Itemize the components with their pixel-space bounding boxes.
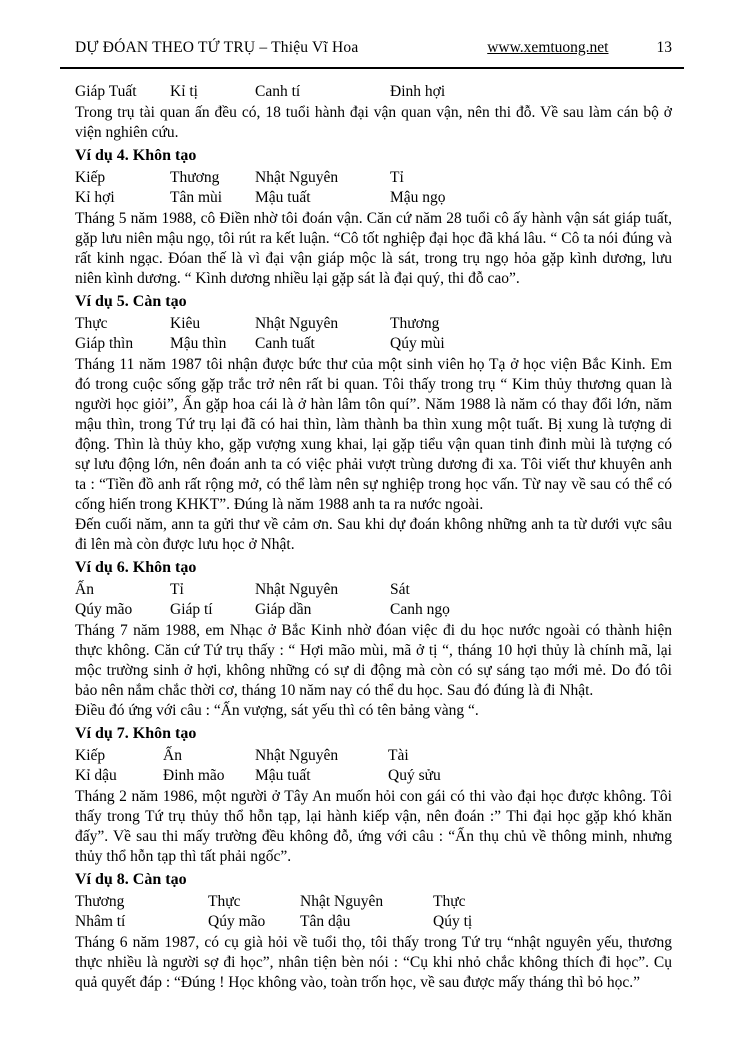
- pillar-cell: Tài: [388, 746, 409, 764]
- pillar-cell: Canh ngọ: [390, 601, 450, 618]
- pillar-cell: Nhật Nguyên: [255, 580, 339, 598]
- pillar-row: [75, 766, 672, 787]
- pillar-cell: Đinh hợi: [390, 83, 446, 100]
- pillar-cell: Nhâm tí: [75, 913, 126, 930]
- pillar-cell: Quý sửu: [388, 767, 441, 784]
- pillar-row: [75, 600, 672, 621]
- page-number: 13: [656, 39, 672, 56]
- pillar-cell: Qúy mùi: [390, 335, 445, 352]
- pillar-row: [75, 580, 672, 601]
- pillar-cell: Thực: [208, 892, 241, 910]
- paragraph: Tháng 7 năm 1988, em Nhạc ở Bắc Kinh nhờ đóan việc đi du học nước ngoài có thành hiện thực không. Căn cứ Tứ trụ thấy : “ Hợi mão mùi, mã ở tị “, tháng 10 hợi thủy là chính mã, lại mộc trường sinh ở hợi, không những có sự di động mà còn có sự sáng tạo mới mẻ. Do đó tôi bảo nên nắm chắc thời cơ, tháng 10 năm nay có thể du học. Sau đó đúng là đi Nhật.: [75, 621, 672, 699]
- pillar-cell: Tân mùi: [170, 189, 223, 206]
- book-title: DỰ ĐÓAN THEO TỨ TRỤ – Thiệu Vĩ Hoa: [75, 39, 359, 56]
- pillar-cell: Giáp Tuất: [75, 83, 137, 100]
- pillar-row: [75, 892, 672, 913]
- pillar-row: [75, 746, 672, 767]
- pillar-cell: Kỉ hợi: [75, 189, 115, 206]
- page-header: [75, 38, 672, 58]
- pillar-cell: Tân dậu: [300, 913, 351, 930]
- pillar-cell: Canh tí: [255, 83, 301, 100]
- pillar-row: [75, 314, 672, 335]
- pillar-cell: Kiếp: [75, 168, 106, 186]
- pillar-row: [75, 168, 672, 189]
- example-heading-5: Ví dụ 5. Càn tạo: [75, 292, 187, 310]
- pillar-cell: Kiếp: [75, 746, 106, 764]
- pillar-cell: Thực: [75, 314, 108, 332]
- pillar-cell: Mậu tuất: [255, 767, 311, 784]
- pillar-cell: Qúy tị: [433, 913, 473, 930]
- pillar-cell: Thương: [170, 168, 220, 186]
- header-rule: [60, 67, 684, 69]
- paragraph: Đến cuối năm, ann ta gửi thư về cảm ơn. Sau khi dự đoán không những anh ta từ dưới vực sâu đi lên mà còn được lưu học ở Nhật.: [75, 515, 672, 553]
- pillar-cell: Sát: [390, 580, 410, 598]
- pillar-cell: Nhật Nguyên: [255, 168, 339, 186]
- pillar-row: [75, 188, 672, 209]
- pillar-cell: Nhật Nguyên: [255, 314, 339, 332]
- pillar-cell: Đinh mão: [163, 767, 225, 784]
- pillar-cell: Kỉ dậu: [75, 767, 117, 784]
- pillar-cell: Tỉ: [390, 168, 404, 186]
- pillar-row: [75, 82, 672, 103]
- website-link[interactable]: www.xemtuong.net: [487, 39, 609, 56]
- pillar-cell: Mậu tuất: [255, 189, 311, 206]
- pillar-cell: Canh tuất: [255, 335, 315, 352]
- pillar-cell: Mậu thìn: [170, 335, 227, 352]
- page-body: [75, 82, 672, 993]
- example-heading-6: Ví dụ 6. Khôn tạo: [75, 558, 197, 576]
- pillar-cell: Thương: [390, 314, 440, 332]
- example-heading-8: Ví dụ 8. Càn tạo: [75, 870, 187, 888]
- example-heading-7: Ví dụ 7. Khôn tạo: [75, 724, 197, 742]
- pillar-cell: Qúy mão: [75, 601, 133, 618]
- pillar-cell: Kỉ tị: [170, 83, 198, 100]
- pillar-cell: Nhật Nguyên: [255, 746, 339, 764]
- pillar-row: [75, 334, 672, 355]
- paragraph: Trong trụ tài quan ấn đều có, 18 tuổi hành đại vận quan vận, nên thi đỗ. Về sau làm cán bộ ở viện nghiên cứu.: [75, 103, 672, 141]
- paragraph: Tháng 6 năm 1987, có cụ già hỏi về tuổi thọ, tôi thấy trong Tứ trụ “nhật nguyên yếu, thương thực nhiều là người sợ đi học”, nhân tiện bèn nói : “Cụ khi nhỏ chắc không thích đi học”. Cụ quả quyết đáp : “Đúng ! Học không vào, toàn trốn học, về sau được mấy tháng thì bỏ học.”: [75, 933, 672, 991]
- pillar-cell: Mậu ngọ: [390, 189, 446, 206]
- pillar-cell: Ấn: [163, 746, 182, 764]
- pillar-cell: Tỉ: [170, 580, 184, 598]
- paragraph: Điều đó ứng với câu : “Ấn vượng, sát yếu thì có tên bảng vàng “.: [75, 701, 479, 719]
- pillar-cell: Thương: [75, 892, 125, 910]
- example-heading-4: Ví dụ 4. Khôn tạo: [75, 146, 197, 164]
- paragraph: Tháng 11 năm 1987 tôi nhận được bức thư của một sinh viên họ Tạ ở học viện Bắc Kinh. Em đó trong cuộc sống gặp trắc trở nên rất bi quan. Tôi thấy trong trụ “ Kim thủy thương quan là người học giỏi”, Ấn gặp hoa cái là ở hàn lâm tôn quí”. Năm 1988 là năm có thay đổi lớn, năm mậu thìn, trong Tứ trụ lại đã có hai thìn, làm thành ba thìn xung một tuất. Bị xung là tượng di động. Thìn là thủy kho, gặp vượng xung khai, lại gặp tiểu vận quan tinh đinh mùi là tượng có sự lưu động lớn, nên đoán anh ta có việc phải vượt trùng dương đi xa. Tôi viết thư khuyên anh ta : “Tiền đồ anh rất rộng mở, có thể làm nên sự nghiệp trong học vấn. Từ nay về sau có thể có cống hiến trong KHKT”. Đúng là năm 1988 anh ta ra nước ngoài.: [75, 355, 672, 513]
- header-right: [487, 38, 672, 58]
- paragraph: Tháng 5 năm 1988, cô Điền nhờ tôi đoán vận. Căn cứ năm 28 tuổi cô ấy hành vận sát giáp tuất, gặp lưu niên mậu ngọ, tôi rút ra kết luận. “Cô tốt nghiệp đại học đã khá lâu. “ Cô ta nói đúng và rất kinh ngạc. Đóan thế là vì đại vận giáp mộc là sát, trong trụ ngọ hỏa gặp kình dương, lưu niên kình dương. “ Kình dương nhiều lại gặp sát là đại quý, thi đỗ cao”.: [75, 209, 672, 287]
- pillar-cell: Ấn: [75, 580, 94, 598]
- pillar-cell: Giáp dần: [255, 601, 312, 618]
- pillar-row: [75, 912, 672, 933]
- pillar-cell: Giáp tí: [170, 601, 213, 618]
- pillar-cell: Kiêu: [170, 314, 201, 332]
- pillar-cell: Qúy mão: [208, 913, 266, 930]
- pillar-cell: Thực: [433, 892, 466, 910]
- pillar-cell: Nhật Nguyên: [300, 892, 384, 910]
- paragraph: Tháng 2 năm 1986, một người ở Tây An muốn hỏi con gái có thi vào đại học được không. Tôi thấy trong Tứ trụ thủy thổ hỗn tạp, lại hành kiếp vận, nên đoán :” Thi đại học gặp khó khăn đấy”. Về sau thi mấy trường đều không đỗ, ứng với câu : “Ấn thụ chủ về thông minh, nhưng thủy thổ hỗn tạp thì tất phải ngốc”.: [75, 787, 672, 865]
- pillar-cell: Giáp thìn: [75, 335, 134, 352]
